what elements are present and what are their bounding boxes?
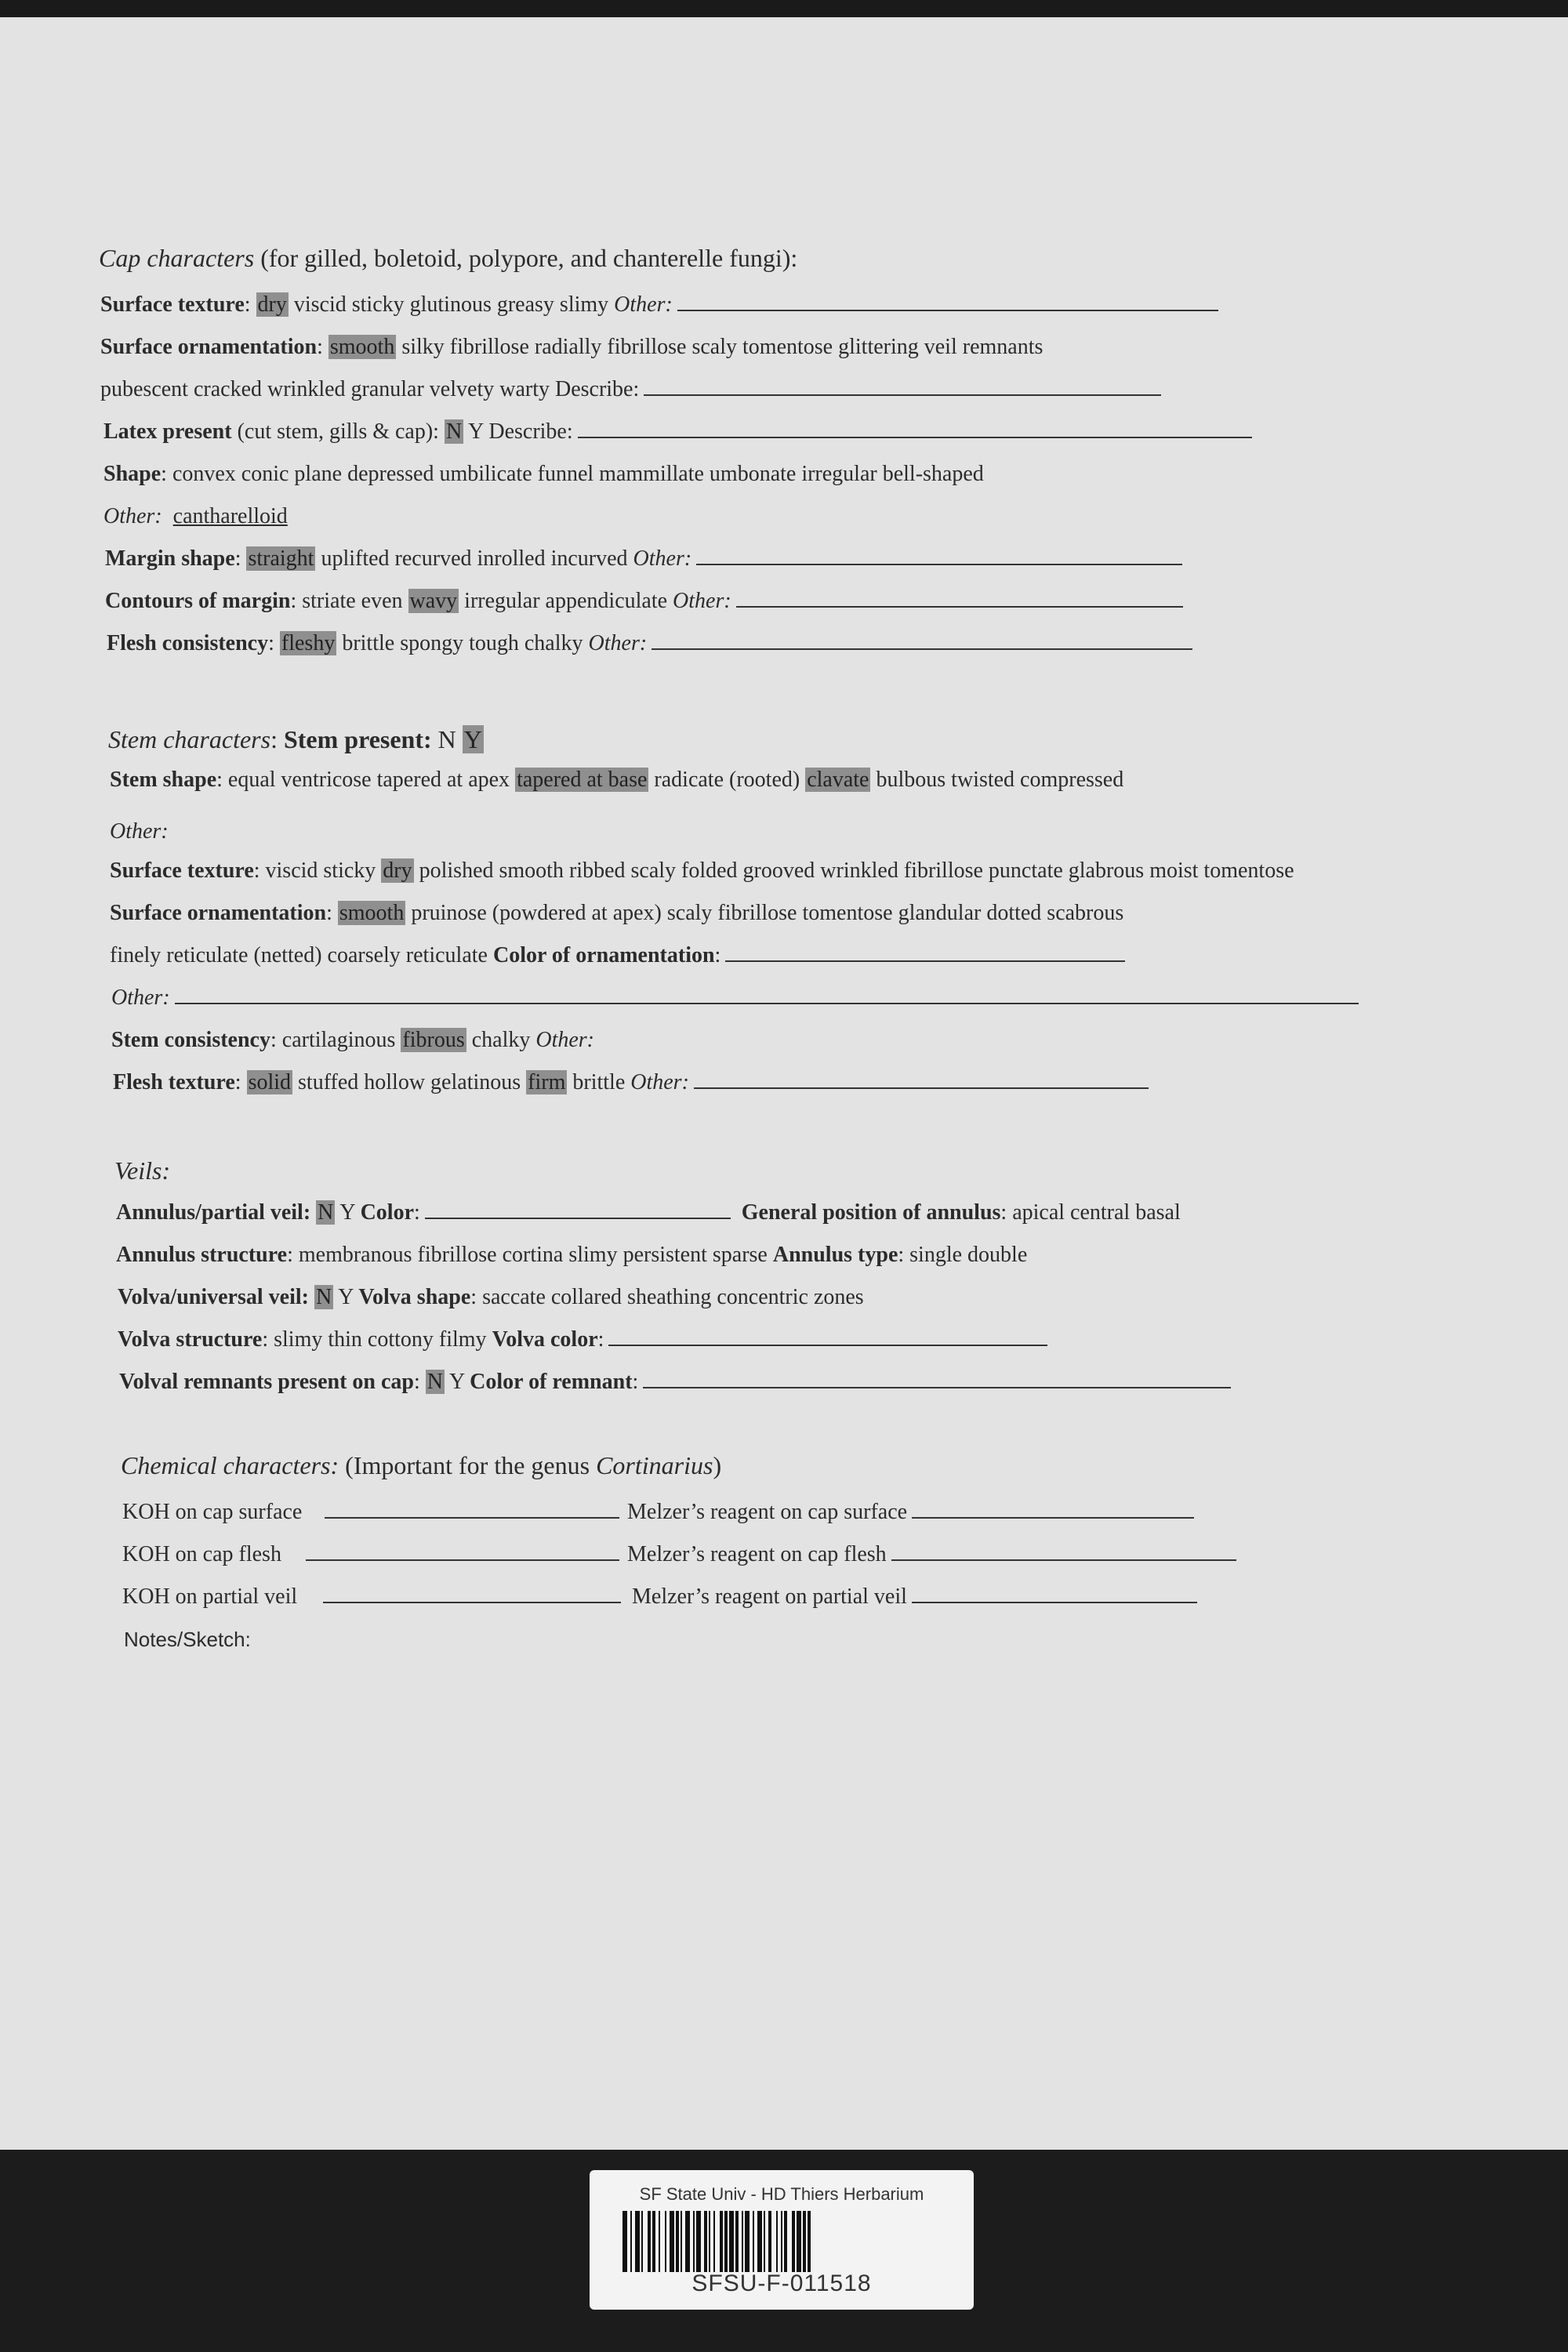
chemical-heading-sub: (Important for the genus — [345, 1451, 590, 1479]
options-text-2: chalky — [471, 1028, 531, 1052]
other-label: Other: — [103, 504, 162, 528]
chemical-heading-title: Chemical characters: — [121, 1451, 339, 1479]
field-label: Surface texture — [100, 292, 245, 317]
blank-line — [677, 292, 1218, 311]
chemical-heading-close: ) — [713, 1451, 722, 1479]
herbarium-label — [590, 2170, 974, 2310]
blank-line — [323, 1584, 621, 1603]
stem-shape: Stem shape: equal ventricose tapered at apex tapered at base radicate (rooted) clavate bulbous twisted compressed — [110, 768, 1124, 792]
field-label: Annulus structure — [116, 1243, 288, 1267]
options-text-2: polished smooth ribbed scaly folded grooved wrinkled fibrillose punctate glabrous moist tomentose — [419, 858, 1294, 883]
field-label: Contours of margin — [105, 589, 291, 613]
veils-volva: Volva/universal veil: N Y Volva shape: saccate collared sheathing concentric zones — [118, 1285, 864, 1309]
notes-sketch-label: Notes/Sketch: — [124, 1628, 251, 1651]
options-text: equal ventricose tapered at apex — [227, 768, 510, 792]
field-sub: (cut stem, gills & cap): — [237, 419, 439, 444]
veils-heading-title: Veils: — [114, 1156, 171, 1185]
field-label: Stem shape — [110, 768, 217, 792]
other-label: Other: — [614, 292, 673, 317]
field-label: Shape — [103, 462, 162, 486]
blank-line — [891, 1542, 1236, 1561]
field-label: Stem consistency — [111, 1028, 270, 1052]
stem-heading-title: Stem characters — [108, 725, 271, 753]
field-label: Volva structure — [118, 1327, 263, 1352]
selected-option: N — [426, 1370, 443, 1394]
selected-option: tapered at base — [517, 768, 648, 792]
stem-ornamentation-line2: finely reticulate (netted) coarsely reticulate Color of ornamentation: — [110, 942, 1125, 969]
chemical-genus: Cortinarius — [596, 1451, 713, 1479]
cap-heading-title: Cap characters — [99, 244, 255, 272]
options-text-3: bulbous twisted compressed — [876, 768, 1124, 792]
field-label: Flesh texture — [113, 1070, 235, 1094]
other-label: Other: — [630, 1070, 689, 1094]
color-label: Color of remnant — [470, 1370, 633, 1394]
selected-option: N — [318, 1200, 334, 1225]
position-options: apical central basal — [1012, 1200, 1181, 1225]
koh-label: KOH on cap flesh — [122, 1542, 281, 1566]
field-label: Volval remnants present on cap — [119, 1370, 414, 1394]
selected-option-2: clavate — [807, 768, 869, 792]
other-label: Other: — [633, 546, 692, 571]
cap-margin-shape: Margin shape: straight uplifted recurved inrolled incurved Other: — [105, 546, 1182, 572]
color-label: Color — [360, 1200, 414, 1225]
cap-contours: Contours of margin: striate even wavy irregular appendiculate Other: — [105, 588, 1183, 615]
blank-line — [325, 1500, 619, 1519]
options-text-2: tomentose glittering veil remnants — [742, 335, 1044, 359]
selected-option: dry — [383, 858, 412, 883]
veils-annulus-structure: Annulus structure: membranous fibrillose cortina slimy persistent sparse Annulus type: single double — [116, 1243, 1028, 1267]
cap-flesh-consistency: Flesh consistency: fleshy brittle spongy tough chalky Other: — [107, 630, 1192, 657]
options-text: cartilaginous — [281, 1028, 396, 1052]
selected-option: Y — [463, 725, 482, 753]
chemical-row-1 — [122, 1499, 1194, 1526]
shape-options: saccate collared sheathing concentric zones — [482, 1285, 864, 1309]
cap-surface-texture: Surface texture: dry viscid sticky glutinous greasy slimy Other: — [100, 292, 1218, 318]
veils-annulus: Annulus/partial veil: N Y Color: General position of annulus: apical central basal — [116, 1200, 1181, 1225]
options-text: Y Describe: — [468, 419, 573, 444]
field-label: Latex present — [103, 419, 232, 444]
stem-ornamentation-other — [111, 985, 1359, 1011]
type-label: Annulus type — [772, 1243, 898, 1267]
selected-option: dry — [257, 292, 287, 317]
blank-line — [306, 1542, 619, 1561]
cap-heading-sub: (for gilled, boletoid, polypore, and chanterelle fungi): — [260, 244, 798, 272]
melzer-label: Melzer’s reagent on cap flesh — [627, 1542, 887, 1566]
cap-shape-other — [103, 503, 288, 530]
options-text: membranous fibrillose cortina slimy persistent sparse — [298, 1243, 768, 1267]
other-label: Other: — [110, 819, 169, 844]
color-label: Color of ornamentation — [492, 943, 715, 967]
selected-option: smooth — [339, 901, 405, 925]
stem-present-label: Stem present: — [283, 725, 432, 753]
field-label: Margin shape — [105, 546, 235, 571]
selected-option: smooth — [329, 335, 395, 359]
blank-line — [694, 1070, 1149, 1089]
field-label: Flesh consistency — [107, 631, 269, 655]
veils-volva-structure: Volva structure: slimy thin cottony filmy Volva color: — [118, 1327, 1047, 1353]
options-text: striate even — [302, 589, 403, 613]
blank-line — [644, 377, 1161, 396]
options-text: silky fibrillose radially fibrillose scaly — [401, 335, 738, 359]
other-label: Other: — [535, 1028, 595, 1052]
herbarium-name: SF State Univ - HD Thiers Herbarium — [639, 2184, 924, 2204]
options-text: pruinose (powdered at apex) scaly fibrillose tomentose glandular dotted scabrous — [411, 901, 1124, 925]
melzer-label: Melzer’s reagent on cap surface — [627, 1500, 908, 1524]
selected-option: fleshy — [281, 631, 336, 655]
blank-line — [736, 589, 1183, 608]
color-label: Volva color — [492, 1327, 598, 1352]
melzer-label: Melzer’s reagent on partial veil — [632, 1584, 907, 1609]
options-text: Y — [338, 1285, 354, 1309]
blank-line — [725, 943, 1125, 962]
chemical-row-3 — [122, 1584, 1197, 1610]
blank-line — [652, 631, 1192, 650]
field-label: Surface texture — [110, 858, 254, 883]
selected-option: N — [315, 1285, 332, 1309]
other-label: Other: — [673, 589, 731, 613]
options-text: viscid sticky glutinous greasy slimy — [293, 292, 609, 317]
cap-shape: Shape: convex conic plane depressed umbilicate funnel mammillate umbonate irregular bell-shaped — [103, 462, 984, 486]
chemical-heading — [121, 1452, 721, 1479]
stem-surface-texture: Surface texture: viscid sticky dry polished smooth ribbed scaly folded grooved wrinkled fibrillose punctate glabrous moist tomentose — [110, 858, 1294, 883]
blank-line — [578, 419, 1252, 438]
options-text: convex conic plane depressed umbilicate funnel mammillate umbonate irregular bell-shaped — [172, 462, 984, 486]
blank-line — [912, 1584, 1197, 1603]
options-text: slimy thin cottony filmy — [274, 1327, 487, 1352]
cap-surface-ornamentation: Surface ornamentation: smooth silky fibrillose radially fibrillose scaly tomentose glittering veil remnants — [100, 335, 1044, 359]
options-text: finely reticulate (netted) coarsely reticulate — [110, 943, 488, 967]
other-value: cantharelloid — [172, 504, 288, 528]
stem-consistency: Stem consistency: cartilaginous fibrous chalky Other: — [111, 1028, 595, 1052]
shape-label: Volva shape — [358, 1285, 471, 1309]
options-text: Y — [448, 1370, 465, 1394]
options-text-2: irregular appendiculate — [464, 589, 668, 613]
field-label: Volva/universal veil: — [118, 1285, 309, 1309]
selected-option: N — [445, 419, 463, 444]
type-options: single double — [909, 1243, 1028, 1267]
field-label: Surface ornamentation — [110, 901, 327, 925]
options-text: Y — [339, 1200, 355, 1225]
cap-latex — [103, 419, 1252, 445]
field-label: Surface ornamentation — [100, 335, 318, 359]
chemical-row-2 — [122, 1541, 1236, 1568]
cap-heading — [99, 245, 797, 271]
koh-label: KOH on partial veil — [122, 1584, 298, 1609]
stem-surface-ornamentation: Surface ornamentation: smooth pruinose (powdered at apex) scaly fibrillose tomentose glandular dotted scabrous — [110, 901, 1124, 925]
options-text: brittle spongy tough chalky — [342, 631, 583, 655]
options-text: uplifted recurved inrolled incurved — [321, 546, 628, 571]
veils-remnants: Volval remnants present on cap: N Y Color of remnant: — [119, 1369, 1231, 1396]
options-text: viscid sticky — [265, 858, 376, 883]
barcode-icon — [622, 2211, 941, 2272]
options-text: pubescent cracked wrinkled granular velvety warty Describe: — [100, 377, 640, 401]
koh-label: KOH on cap surface — [122, 1500, 303, 1524]
specimen-id: SFSU-F-011518 — [691, 2270, 872, 2296]
blank-line — [696, 546, 1182, 565]
blank-line — [175, 985, 1359, 1004]
options-text-2: brittle — [572, 1070, 626, 1094]
selected-option: wavy — [409, 589, 458, 613]
stem-shape-other — [110, 818, 169, 845]
field-label: Annulus/partial veil: — [116, 1200, 311, 1225]
options-text: stuffed hollow gelatinous — [298, 1070, 521, 1094]
blank-line — [608, 1327, 1047, 1346]
selected-option: fibrous — [402, 1028, 465, 1052]
blank-line — [425, 1200, 731, 1219]
blank-line — [912, 1500, 1194, 1519]
blank-line — [643, 1370, 1231, 1388]
cap-ornamentation-line2 — [100, 376, 1161, 403]
stem-heading: Stem characters: Stem present: N Y — [108, 725, 482, 753]
position-label: General position of annulus — [741, 1200, 1001, 1225]
selected-option: solid — [248, 1070, 292, 1094]
stem-present-n: N — [437, 725, 456, 753]
other-label: Other: — [111, 985, 170, 1010]
options-text-2: radicate (rooted) — [654, 768, 800, 792]
selected-option: straight — [248, 546, 314, 571]
veils-heading — [114, 1157, 170, 1184]
datasheet-page — [0, 17, 1568, 2150]
stem-flesh-texture: Flesh texture: solid stuffed hollow gelatinous firm brittle Other: — [113, 1069, 1149, 1096]
other-label: Other: — [588, 631, 648, 655]
selected-option-2: firm — [528, 1070, 566, 1094]
